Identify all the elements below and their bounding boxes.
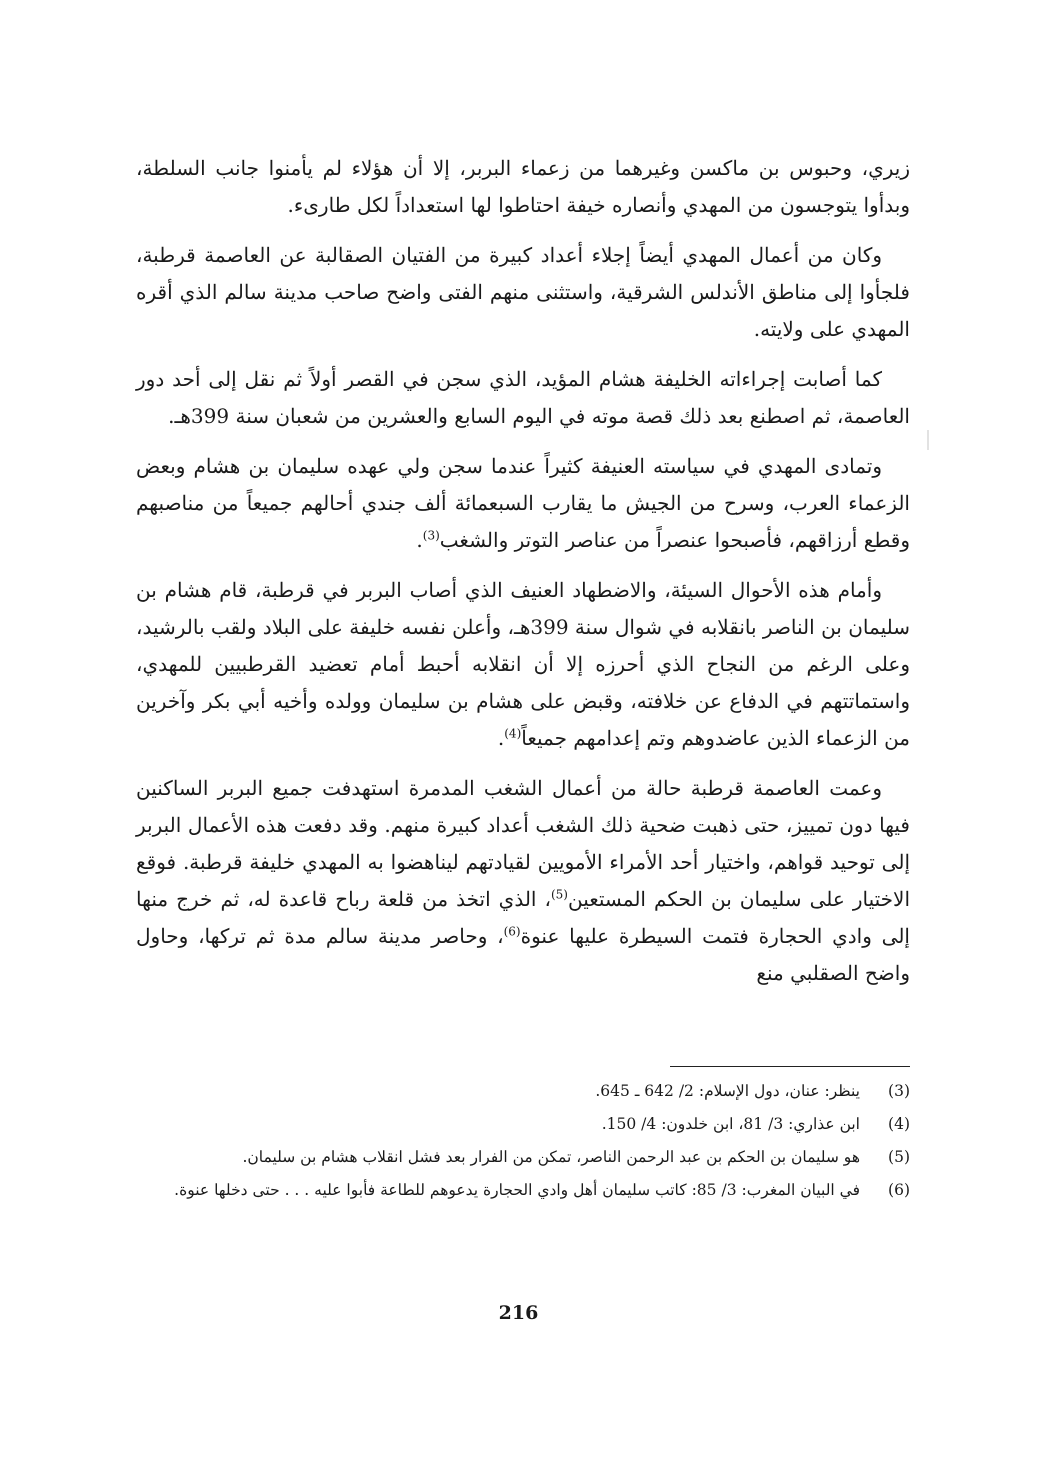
footnote-number: (5) [888,1148,910,1166]
margin-mark [927,430,929,450]
footnote-number: (6) [888,1181,910,1199]
paragraph-tail: ، الذي اتخذ من قلعة رباح قاعدة له، ثم خرج منها إلى وادي الحجارة فتمت السيطرة عليها عنوة [136,887,910,948]
paragraph-text: وتمادى المهدي في سياسته العنيفة كثيراً عندما سجن ولي عهده سليمان بن هشام وبعض الزعماء العرب، وسرح من الجيش ما يقارب السبعمائة ألف جندي أحالهم جميعاً من مناصبهم وقطع أرزاقهم، فأصبحوا عنصراً من عناصر التوتر والشغب [136,454,910,552]
paragraph-text: وعمت العاصمة قرطبة حالة من أعمال الشغب المدمرة استهدفت جميع البربر الساكنين فيها دون تمييز، حتى ذهبت ضحية ذلك الشغب أعداد كبيرة منهم. وقد دفعت هذه الأعمال البربر إلى توحيد قواهم، واختيار أحد الأمراء الأمويين لقيادتهم ليناهضوا به المهدي خليفة قرطبة. فوقع الاختيار على سليمان بن الحكم المستعين [136,776,911,911]
footnote-ref-6: (6) [503,924,521,939]
footnote-text: ينظر: عنان، دول الإسلام: 2/ 642 ـ 645. [595,1082,860,1100]
footnote-6 [136,1175,910,1205]
page-number: 216 [498,1302,539,1324]
footnote-number: (3) [888,1082,910,1100]
footnote-ref-4: (4) [504,726,522,741]
paragraph-text: وكان من أعمال المهدي أيضاً إجلاء أعداد كبيرة من الفتيان الصقالبة عن العاصمة قرطبة، فلجأوا إلى مناطق الأندلس الشرقية، واستثنى منهم الفتى واضح صاحب مدينة سالم الذي أقره المهدي على ولايته. [136,243,910,341]
footnote-5 [136,1142,910,1172]
footnote-3 [136,1076,910,1106]
paragraph-6 [136,770,910,992]
footnotes [136,1076,910,1208]
paragraph-tail-2: ، وحاصر مدينة سالم مدة ثم تركها، وحاول واضح الصقلبي منع [136,924,910,985]
paragraph-text: كما أصابت إجراءاته الخليفة هشام المؤيد، الذي سجن في القصر أولاً ثم نقل إلى أحد دور العاصمة، ثم اصطنع بعد ذلك قصة موته في اليوم السابع والعشرين من شعبان سنة 399هـ. [136,367,910,428]
paragraph-5 [136,572,910,757]
paragraph-2 [136,237,910,348]
paragraph-3 [136,361,910,435]
paragraph-text: وأمام هذه الأحوال السيئة، والاضطهاد العنيف الذي أصاب البربر في قرطبة، قام هشام بن سليمان بن الناصر بانقلابه في شوال سنة 399هـ، وأعلن نفسه خليفة على البلاد ولقب بالرشيد، وعلى الرغم من النجاح الذي أحرزه إلا أن انقلابه أحبط أمام تعضيد القرطبيين للمهدي، واستماتتهم في الدفاع عن خلافته، وقبض على هشام بن سليمان وولده وأخيه أبي بكر وآخرين من الزعماء الذين عاضدوهم وتم إعدامهم جميعاً [136,578,911,750]
paragraph-tail: . [416,528,423,552]
paragraph-text: زيري، وحبوس بن ماكسن وغيرهما من زعماء البربر، إلا أن هؤلاء لم يأمنوا جانب السلطة، وبدأوا يتوجسون من المهدي وأنصاره خيفة احتاطوا لها استعداداً لكل طارىء. [136,156,910,217]
footnote-ref-5: (5) [550,887,568,902]
paragraph-4 [136,448,910,559]
footnote-text: هو سليمان بن الحكم بن عبد الرحمن الناصر، تمكن من الفرار بعد فشل انقلاب هشام بن سليمان. [242,1148,860,1166]
paragraph-tail: . [497,726,505,750]
footnote-text: ابن عذاري: 3/ 81، ابن خلدون: 4/ 150. [601,1115,860,1133]
footnote-number: (4) [888,1115,910,1133]
main-text [136,150,910,1005]
footnote-text: في البيان المغرب: 3/ 85: كاتب سليمان أهل وادي الحجارة يدعوهم للطاعة فأبوا عليه . . . حتى دخلها عنوة. [174,1181,860,1199]
footnote-4 [136,1109,910,1139]
footnote-separator [670,1066,910,1067]
footnote-ref-3: (3) [422,528,440,543]
paragraph-1 [136,150,910,224]
